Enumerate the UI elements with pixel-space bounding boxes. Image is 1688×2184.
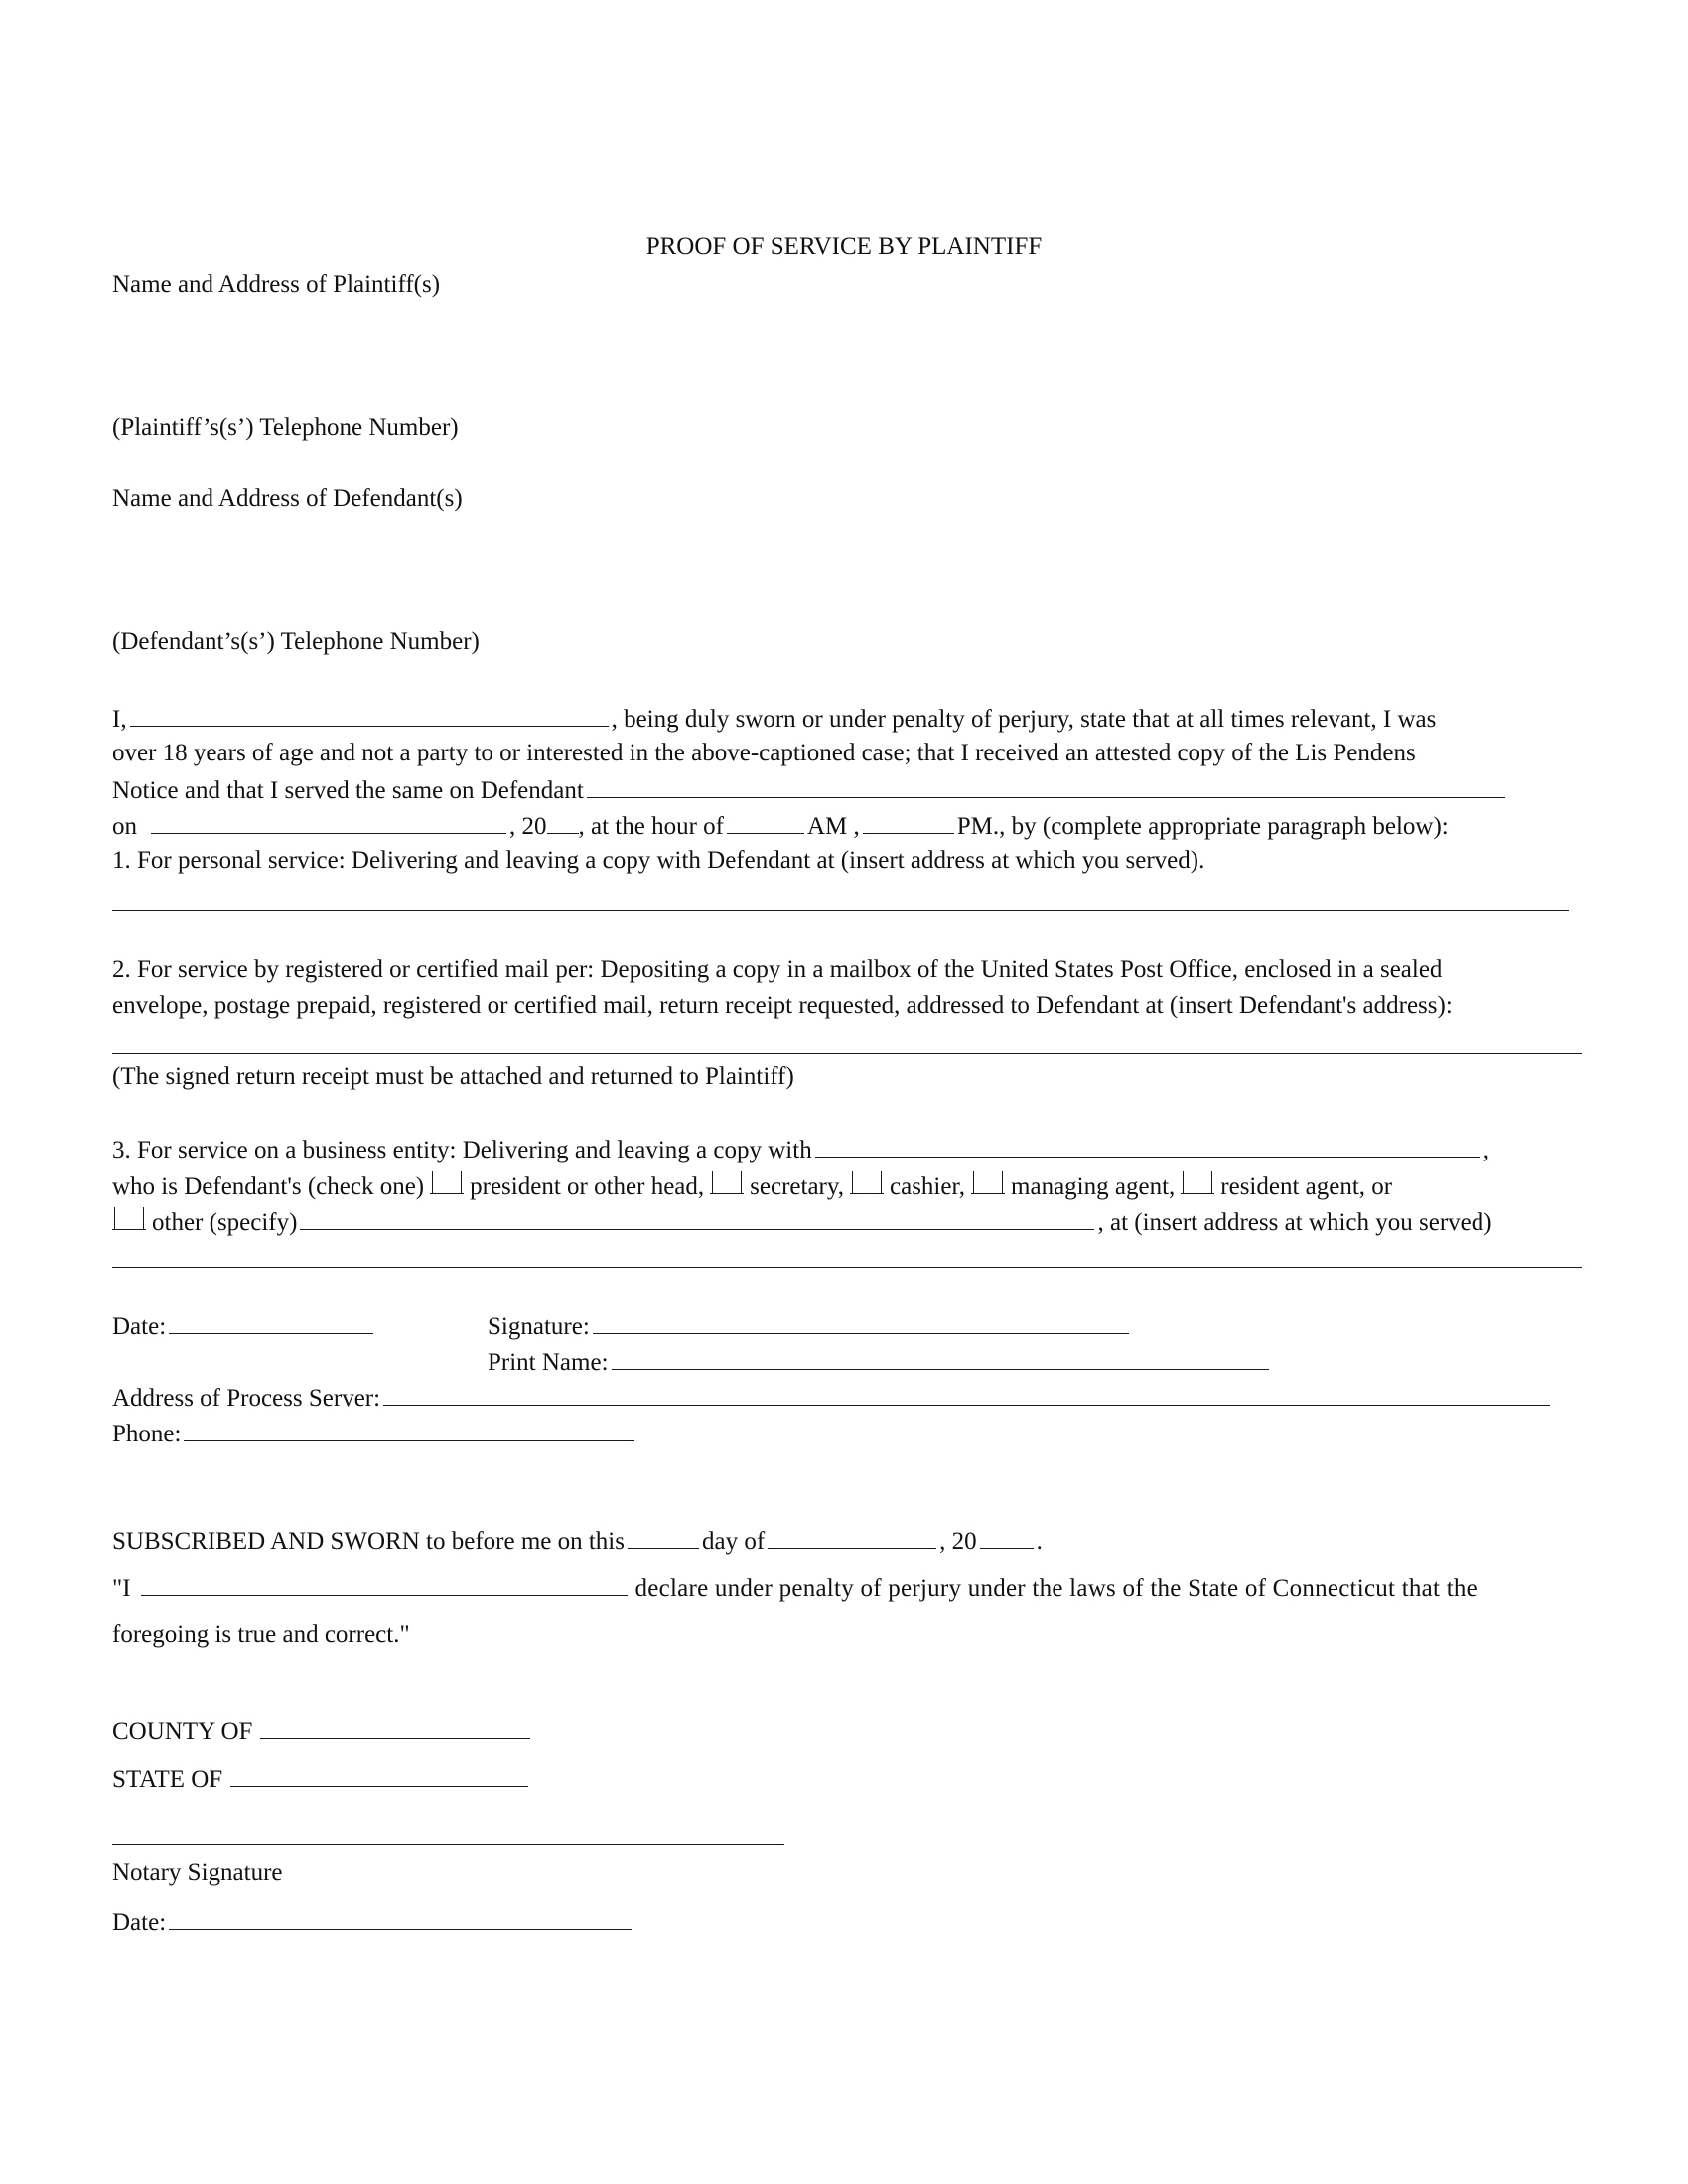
state-label: STATE OF bbox=[112, 1766, 223, 1793]
server-address-row bbox=[112, 1384, 1553, 1411]
county-row bbox=[112, 1717, 533, 1744]
year-prefix: , 20 bbox=[509, 813, 547, 840]
hour-label: , at the hour of bbox=[578, 813, 724, 840]
checkbox-cashier[interactable] bbox=[850, 1171, 884, 1194]
checkbox-other[interactable] bbox=[112, 1207, 146, 1230]
checkbox-secretary[interactable] bbox=[710, 1171, 744, 1194]
declarant-name-blank[interactable] bbox=[141, 1574, 628, 1596]
checkbox-managing-agent[interactable] bbox=[971, 1171, 1005, 1194]
jurat-year-label: , 20 bbox=[939, 1528, 977, 1555]
option-cashier: cashier, bbox=[890, 1173, 966, 1200]
defendant-phone-label: (Defendant’s(s’) Telephone Number) bbox=[112, 628, 480, 655]
county-label: COUNTY OF bbox=[112, 1718, 253, 1745]
jurat-month-blank[interactable] bbox=[768, 1527, 936, 1549]
affidavit-line-1 bbox=[112, 705, 1436, 732]
defendant-name-address-label: Name and Address of Defendant(s) bbox=[112, 485, 463, 512]
server-phone-blank[interactable] bbox=[184, 1420, 634, 1441]
server-phone-row bbox=[112, 1420, 637, 1446]
checkbox-president[interactable] bbox=[430, 1171, 464, 1194]
personal-service-address-line[interactable] bbox=[112, 910, 1569, 911]
jurat-period: . bbox=[1036, 1528, 1043, 1555]
business-recipient-blank[interactable] bbox=[815, 1136, 1480, 1158]
plaintiff-phone-label: (Plaintiff’s(s’) Telephone Number) bbox=[112, 414, 459, 441]
server-signature-row bbox=[488, 1312, 1132, 1339]
other-specify-blank[interactable] bbox=[300, 1208, 1094, 1230]
pm-label: PM., by (complete appropriate paragraph below): bbox=[956, 813, 1449, 840]
server-signature-label: Signature: bbox=[488, 1313, 590, 1340]
option-president: president or other head, bbox=[470, 1173, 705, 1200]
server-date-label: Date: bbox=[112, 1313, 167, 1340]
server-name-blank[interactable] bbox=[130, 705, 609, 727]
server-signature-blank[interactable] bbox=[593, 1312, 1129, 1334]
server-print-name-label: Print Name: bbox=[488, 1349, 609, 1376]
mail-service-line-2: envelope, postage prepaid, registered or certified mail, return receipt requested, addressed to Defendant at (insert Defendant's address): bbox=[112, 992, 1453, 1019]
mail-service-address-line[interactable] bbox=[112, 1053, 1582, 1054]
business-address-line[interactable] bbox=[112, 1267, 1582, 1268]
service-year-blank[interactable] bbox=[547, 812, 579, 834]
server-date-blank[interactable] bbox=[169, 1312, 373, 1334]
pm-hour-blank[interactable] bbox=[863, 812, 954, 834]
affidavit-i-label: I, bbox=[112, 706, 127, 733]
declare-open: "I bbox=[112, 1575, 131, 1602]
option-managing-agent: managing agent, bbox=[1011, 1173, 1176, 1200]
server-print-name-blank[interactable] bbox=[612, 1348, 1269, 1370]
mail-service-line-1: 2. For service by registered or certified mail per: Depositing a copy in a mailbox of the United States Post Office, enclosed in a sealed bbox=[112, 956, 1443, 983]
affidavit-line-4 bbox=[112, 812, 1449, 839]
subscribed-sworn-label: SUBSCRIBED AND SWORN to before me on this bbox=[112, 1528, 625, 1555]
declare-line-2: foregoing is true and correct." bbox=[112, 1621, 410, 1648]
option-resident-agent: resident agent, or bbox=[1220, 1173, 1393, 1200]
check-one-label: who is Defendant's (check one) bbox=[112, 1173, 425, 1200]
server-date-row bbox=[112, 1312, 376, 1339]
state-blank[interactable] bbox=[230, 1765, 528, 1787]
notary-date-label: Date: bbox=[112, 1909, 167, 1936]
server-address-label: Address of Process Server: bbox=[112, 1385, 381, 1412]
business-line1-tail: , bbox=[1482, 1137, 1489, 1163]
on-label: on bbox=[112, 813, 137, 840]
affidavit-line-2: over 18 years of age and not a party to or interested in the above-captioned case; that I received an attested copy of the Lis Pendens bbox=[112, 740, 1416, 766]
jurat-day-of-label: day of bbox=[701, 1528, 766, 1555]
personal-service-text: 1. For personal service: Delivering and leaving a copy with Defendant at (insert address at which you served). bbox=[112, 847, 1205, 874]
am-hour-blank[interactable] bbox=[727, 812, 804, 834]
option-other: other (specify) bbox=[152, 1209, 298, 1236]
server-print-name-row bbox=[488, 1348, 1272, 1375]
county-blank[interactable] bbox=[260, 1717, 530, 1739]
checkbox-resident-agent[interactable] bbox=[1181, 1171, 1214, 1194]
state-row bbox=[112, 1765, 531, 1792]
subscribed-sworn-row bbox=[112, 1527, 1043, 1554]
am-label: AM , bbox=[806, 813, 860, 840]
defendant-served-blank[interactable] bbox=[587, 776, 1505, 798]
declare-tail: declare under penalty of perjury under the laws of the State of Connecticut that the bbox=[634, 1575, 1478, 1602]
jurat-year-blank[interactable] bbox=[980, 1527, 1034, 1549]
notary-date-blank[interactable] bbox=[169, 1908, 632, 1930]
business-service-line-3 bbox=[112, 1207, 1492, 1235]
service-date-blank[interactable] bbox=[151, 812, 506, 834]
notary-signature-line[interactable] bbox=[112, 1844, 784, 1845]
notary-signature-label: Notary Signature bbox=[112, 1859, 283, 1886]
jurat-day-blank[interactable] bbox=[628, 1527, 699, 1549]
option-secretary: secretary, bbox=[750, 1173, 844, 1200]
notary-date-row bbox=[112, 1908, 634, 1935]
mail-service-note: (The signed return receipt must be attached and returned to Plaintiff) bbox=[112, 1063, 794, 1090]
affidavit-line-3 bbox=[112, 776, 1508, 803]
business-service-line-2 bbox=[112, 1171, 1392, 1199]
server-address-blank[interactable] bbox=[383, 1384, 1550, 1406]
business-line3-tail: , at (insert address at which you served) bbox=[1097, 1209, 1492, 1236]
declare-row bbox=[112, 1574, 1477, 1601]
plaintiff-name-address-label: Name and Address of Plaintiff(s) bbox=[112, 271, 441, 298]
affidavit-served-on-label: Notice and that I served the same on Defendant bbox=[112, 777, 584, 804]
affidavit-line1-tail: , being duly sworn or under penalty of perjury, state that at all times relevant, I was bbox=[611, 706, 1437, 733]
server-phone-label: Phone: bbox=[112, 1421, 182, 1447]
page-title: PROOF OF SERVICE BY PLAINTIFF bbox=[645, 233, 1043, 260]
business-service-line-1 bbox=[112, 1136, 1489, 1162]
business-service-label: 3. For service on a business entity: Delivering and leaving a copy with bbox=[112, 1137, 812, 1163]
